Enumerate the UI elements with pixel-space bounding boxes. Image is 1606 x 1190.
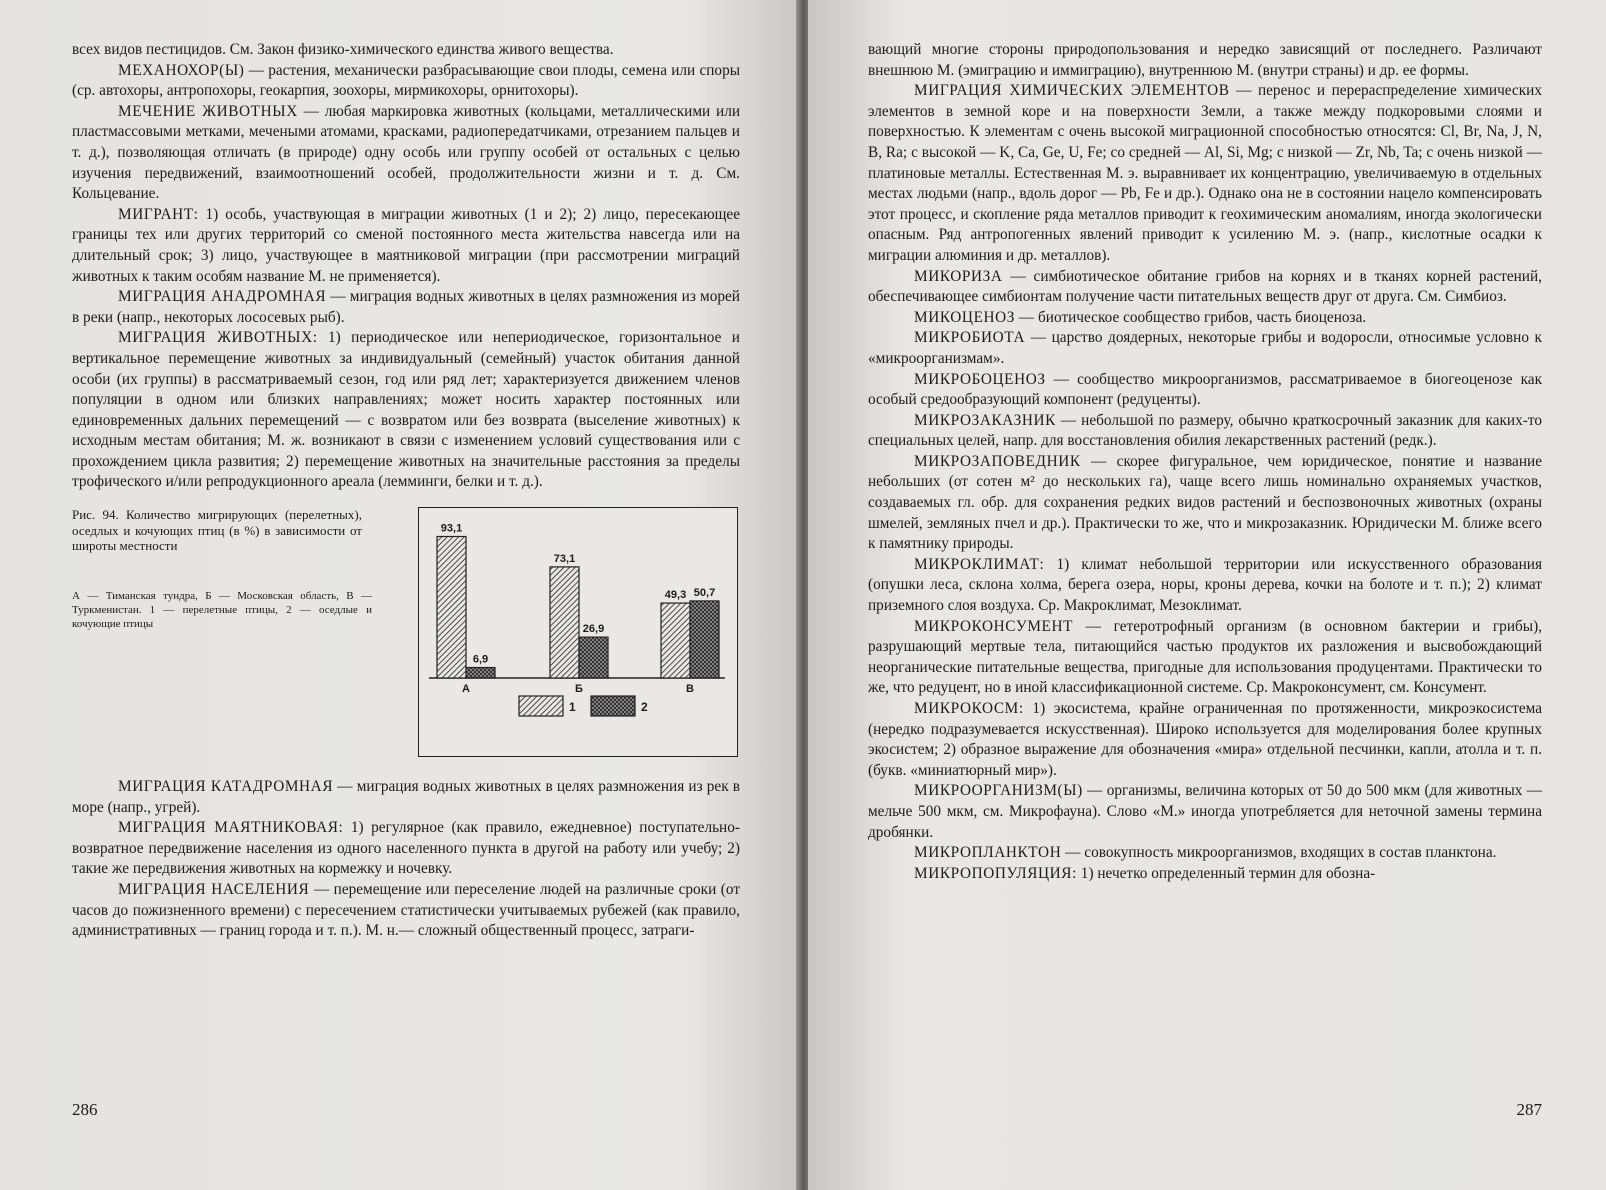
entry-headword: МИГРАНТ: (118, 205, 199, 223)
dictionary-entry (868, 267, 1542, 308)
bar-series-1-1 (437, 537, 466, 679)
right-page (808, 0, 1606, 1190)
dictionary-entry (868, 370, 1542, 411)
data-label: 6,9 (472, 653, 489, 666)
bar-series-1-2 (550, 567, 579, 678)
entry-definition: — гетеротрофный организм (в основном бактерии и грибы), разрушающий мертвые тела, питающийся частью продуктов их разложения и высвобождающий неорганические питательные вещества, пригодные для использования продуцентами. Практически то же, что редуцент, но в иной классификационной системе. Ср. Макроконсумент, см. Консумент. (868, 617, 1542, 697)
entry-definition: — перенос и перераспределение химических элементов в земной коре и на поверхности Земли, а также между подкоровыми слоями и поверхностью. К элементам с очень высокой миграционной способностью относятся: Cl, Br, Na, J, N, B, Ra; с высокой — K, Ca, Ge, U, Fe; со средней — Al, Si, Mg; с низкой — Zr, Nb, Ta; с очень низкой — платиновые металлы. Естественная М. э. выравнивает их концентрацию, увеличиваемую в отдельных местах людьми (напр., вдоль дорог — Pb, Fe и др.). Однако она не в состоянии нацело компенсировать этот процесс, и скопление ряда металлов приводит к геохимическим аномалиям, иногда экологически опасным. Ряд антропогенных явлений приводит к усилению М. э. (напр., кислотные осадки к миграции алюминия и др. металлов). (868, 82, 1542, 264)
bar-chart (419, 508, 736, 755)
entry-headword: МЕХАНОХОР(Ы) (118, 61, 245, 79)
entries-after-figure (72, 777, 740, 942)
entry-definition: — симбиотическое обитание грибов на корнях и в тканях корней растений, обеспечивающее симбионтам получение части питательных веществ друг от друга. См. Симбиоз. (868, 267, 1542, 306)
dictionary-entry (72, 818, 740, 880)
dictionary-entry (868, 81, 1542, 266)
entry-definition: 1) климат небольшой территории или искусственного образования (опушки леса, склона холма, берега озера, норы, кроны дерева, кочки на болоте и т. п.); 2) климат приземного слоя воздуха. Ср. Макроклимат, Мезоклимат. (868, 555, 1542, 615)
legend-swatch-1 (519, 696, 563, 716)
entry-definition: — совокупность микроорганизмов, входящих в состав планктона. (1061, 844, 1497, 862)
entry-headword: МИГРАЦИЯ АНАДРОМНАЯ (118, 288, 327, 306)
bar-series-2-1 (466, 668, 495, 678)
entry-headword: МИКРОКОНСУМЕНТ (914, 617, 1074, 635)
data-label: 26,9 (582, 623, 605, 636)
page-number-left: 286 (72, 1100, 98, 1119)
entry-definition: — растения, механически разбрасывающие свои плоды, семена или споры (ср. автохоры, антропохоры, геокарпия, зоохоры, мирмикохоры, орнитохоры). (72, 61, 740, 100)
entry-definition: 1) периодическое или непериодическое, горизонтальное и вертикальное перемещение животных за индивидуальный (семейный) участок обитания данной особи (их группы) в рассматриваемый сезон, год или ряд лет; характеризуется движением членов популяции в одном или близких направлениях; может носить характер постоянных или единовременных дальних перемещений — с возвратом или без возврата (выселение животных) к исходным местам обитания; М. ж. возникают в связи с изменением условий существования или с прохождением цикла развития; 2) перемещение животных на значительные расстояния за пределы трофического и/или репродукционного ареала (лемминги, белки и т. д.). (72, 329, 740, 491)
entry-headword: МИГРАЦИЯ ХИМИЧЕСКИХ ЭЛЕМЕНТОВ (914, 82, 1230, 100)
entry-headword: МИГРАЦИЯ НАСЕЛЕНИЯ (118, 881, 310, 899)
dictionary-entry (72, 205, 740, 287)
figure-94 (72, 507, 740, 769)
entry-definition: — скорее фигуральное, чем юридическое, понятие и название небольших (от сотен м² до нескольких га), чаще всего лишь номинально охраняемых участков, создаваемых гл. обр. для сохранения редких видов растений и беспозвоночных животных (охраны шмелей, земляных пчел и др.). Практически то же, что и микрозаказник. Юридически М. ближе всего к памятнику природы. (868, 452, 1542, 553)
dictionary-entry (72, 880, 740, 942)
entry-headword: МИКРОКЛИМАТ: (914, 555, 1045, 573)
left-top-text: всех видов пестицидов. См. Закон физико-химического единства живого вещества. (72, 41, 614, 58)
bar-chart-frame (418, 507, 738, 757)
entries-before-figure (72, 61, 740, 493)
category-label: А (462, 683, 470, 696)
dictionary-entry (868, 864, 1542, 885)
legend-swatch-2 (591, 696, 635, 716)
entry-headword: МИКРОПЛАНКТОН (914, 844, 1062, 862)
entry-definition: 1) нечетко определенный термин для обозна- (1076, 864, 1376, 882)
entry-definition: — перемещение или переселение людей на различные сроки (от часов до пожизненного времени) с пересечением статистически учитываемых рубежей (как правило, административных — границ города и т. п.). М. н.— сложный общественный процесс, затраги- (72, 881, 740, 940)
dictionary-entry (72, 328, 740, 493)
entry-headword: МИКРОБОЦЕНОЗ (914, 370, 1046, 388)
dictionary-entry (868, 781, 1542, 843)
dictionary-entry (868, 617, 1542, 699)
entry-definition: — небольшой по размеру, обычно краткосрочный заказник для каких-то специальных целей, напр. для восстановления обилия лекарственных растений (редк.). (868, 411, 1542, 450)
dictionary-entry (72, 287, 740, 328)
dictionary-entry (868, 411, 1542, 452)
entry-headword: МИКРОБИОТА (914, 329, 1026, 347)
bar-series-1-3 (661, 603, 690, 678)
dictionary-entry (868, 699, 1542, 781)
right-entries (868, 81, 1542, 884)
entry-headword: МЕЧЕНИЕ ЖИВОТНЫХ (118, 102, 298, 120)
figure-caption: Рис. 94. Количество мигрирующих (перелетных), оседлых и кочующих птиц (в %) в зависимости от широты местности (72, 507, 362, 554)
data-label: 93,1 (440, 522, 463, 535)
entry-headword: МИКОЦЕНОЗ (914, 308, 1016, 326)
page-number-right: 287 (1516, 1100, 1542, 1119)
left-page (0, 0, 800, 1190)
entry-definition: — сообщество микроорганизмов, рассматриваемое в биогеоценозе как особый средообразующий компонент (редуценты). (868, 370, 1542, 409)
entry-headword: МИГРАЦИЯ МАЯТНИКОВАЯ: (118, 819, 344, 837)
entry-headword: МИГРАЦИЯ КАТАДРОМНАЯ (118, 778, 334, 796)
bar-series-2-3 (690, 601, 719, 678)
figure-legend-text: А — Тиманская тундра, Б — Московская область, В — Туркменистан. 1 — перелетные птицы, 2 — оседлые и кочующие птицы (72, 590, 372, 631)
legend-label: 1 (569, 700, 576, 715)
entry-headword: МИКОРИЗА (914, 267, 1003, 285)
category-label: В (686, 683, 694, 696)
entry-headword: МИКРООРГАНИЗМ(Ы) (914, 782, 1083, 800)
entry-definition: 1) экосистема, крайне ограниченная по протяженности, микроэкосистема (нередко подразумевается искусственная). Широко используется для моделирования более крупных экосистем; 2) образное выражение для обозначения «мира» отдельной песчинки, капли, атолла и т. п. (букв. «миниатюрный мир»). (868, 700, 1542, 779)
dictionary-entry (868, 843, 1542, 864)
entry-headword: МИКРОЗАКАЗНИК (914, 411, 1056, 429)
data-label: 50,7 (693, 586, 716, 599)
dictionary-entry (868, 452, 1542, 555)
entry-definition: — биотическое сообщество грибов, часть биоценоза. (1015, 308, 1367, 326)
dictionary-entry (72, 102, 740, 205)
entry-definition: 1) особь, участвующая в миграции животных (1 и 2); 2) лицо, пересекающее границы тех или других территорий со сменой постоянного места жительства навсегда или на длительный срок; 3) лицо, участвующее в маятниковой миграции (при рассмотрении миграций животных к таким особям название М. не применяется). (72, 205, 740, 285)
entry-headword: МИГРАЦИЯ ЖИВОТНЫХ: (118, 329, 318, 347)
dictionary-entry (868, 308, 1542, 329)
category-label: Б (575, 683, 583, 696)
entry-definition: 1) регулярное (как правило, ежедневное) поступательно-возвратное передвижение населения из одного населенного пункта в другой на работу или учебу; 2) такие же передвижения животных на кормежку и ночевку. (72, 819, 740, 878)
legend-label: 2 (641, 700, 648, 715)
data-label: 49,3 (664, 589, 687, 602)
entry-definition: — организмы, величина которых от 50 до 500 мкм (для животных — мельче 500 мкм, см. Микрофауна). Слово «М.» иногда употребляется для неточной замены термина дробянки. (868, 782, 1542, 841)
entry-headword: МИКРОЗАПОВЕДНИК (914, 452, 1081, 470)
dictionary-entry (72, 61, 740, 102)
entry-headword: МИКРОПОПУЛЯЦИЯ: (914, 864, 1077, 882)
entry-headword: МИКРОКОСМ: (914, 700, 1024, 717)
entry-definition: — любая маркировка животных (кольцами, металлическими или пластмассовыми метками, мечеными атомами, красками, радиопередатчиками, отрезанием пальцев и т. д.), позволяющая отличать (в природе) одну особь или группу особей от остальных с целью изучения передвижений, взаимоотношений особей, продолжительности жизни и т. д. См. Кольцевание. (72, 102, 741, 203)
dictionary-entry (868, 555, 1542, 617)
entry-definition: — миграция водных животных в целях размножения из рек в море (напр., угрей). (72, 778, 740, 816)
entry-definition: — миграция водных животных в целях размножения из морей в реки (напр., некоторых лососевых рыб). (72, 288, 740, 326)
right-top-text: вающий многие стороны природопользования и нередко зависящий от последнего. Различают внешнюю М. (эмиграцию и иммиграцию), внутреннюю М. (внутри страны) и др. ее формы. (868, 41, 1542, 79)
entry-definition: — царство доядерных, некоторые грибы и водоросли, относимые условно к «микроорганизмам». (868, 329, 1542, 367)
bar-series-2-2 (579, 637, 608, 678)
dictionary-entry (868, 328, 1542, 369)
dictionary-entry (72, 777, 740, 818)
data-label: 73,1 (553, 552, 576, 565)
